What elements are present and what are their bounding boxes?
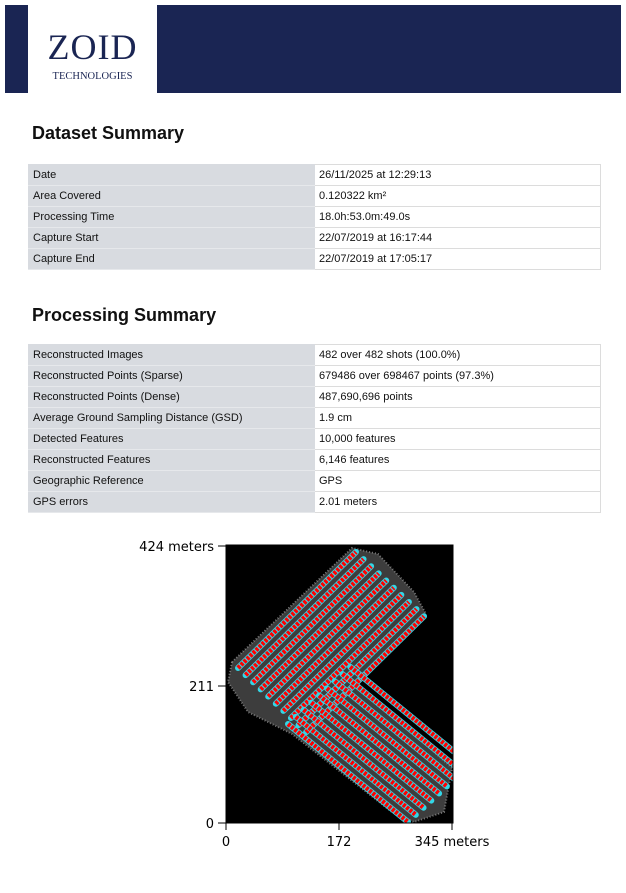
row-label: Area Covered bbox=[29, 186, 315, 207]
table-row bbox=[29, 387, 601, 408]
processing-summary-title: Processing Summary bbox=[32, 305, 217, 325]
row-label: Reconstructed Points (Sparse) bbox=[29, 366, 315, 387]
x-tick-label: 0 bbox=[221, 835, 231, 850]
y-tick-label: 211 bbox=[189, 680, 214, 695]
table-row bbox=[29, 345, 601, 366]
row-value: 22/07/2019 at 16:17:44 bbox=[315, 228, 601, 249]
row-value: 26/11/2025 at 12:29:13 bbox=[315, 165, 601, 186]
row-label: Processing Time bbox=[29, 207, 315, 228]
row-value: 482 over 482 shots (100.0%) bbox=[315, 345, 601, 366]
row-label: Reconstructed Images bbox=[29, 345, 315, 366]
table-row bbox=[29, 249, 601, 270]
row-value: 10,000 features bbox=[315, 429, 601, 450]
row-value: 679486 over 698467 points (97.3%) bbox=[315, 366, 601, 387]
row-value: 0.120322 km² bbox=[315, 186, 601, 207]
processing-summary-table bbox=[28, 344, 601, 513]
table-row bbox=[29, 408, 601, 429]
company-logo bbox=[28, 5, 157, 93]
row-label: Geographic Reference bbox=[29, 471, 315, 492]
row-value: 1.9 cm bbox=[315, 408, 601, 429]
row-label: GPS errors bbox=[29, 492, 315, 513]
table-row bbox=[29, 165, 601, 186]
row-label: Reconstructed Points (Dense) bbox=[29, 387, 315, 408]
x-tick-label: 172 bbox=[326, 835, 352, 850]
y-tick-label: 0 bbox=[205, 817, 214, 832]
table-row bbox=[29, 492, 601, 513]
row-value: 18.0h:53.0m:49.0s bbox=[315, 207, 601, 228]
table-row bbox=[29, 429, 601, 450]
dataset-summary-table bbox=[28, 164, 601, 270]
row-label: Capture Start bbox=[29, 228, 315, 249]
row-value: 22/07/2019 at 17:05:17 bbox=[315, 249, 601, 270]
survey-coverage-plot bbox=[0, 530, 626, 870]
y-tick-label: 424 meters bbox=[139, 540, 214, 555]
row-value: 6,146 features bbox=[315, 450, 601, 471]
dataset-summary-title: Dataset Summary bbox=[32, 123, 185, 143]
row-label: Capture End bbox=[29, 249, 315, 270]
table-row bbox=[29, 228, 601, 249]
row-label: Date bbox=[29, 165, 315, 186]
table-row bbox=[29, 471, 601, 492]
row-value: 2.01 meters bbox=[315, 492, 601, 513]
row-label: Average Ground Sampling Distance (GSD) bbox=[29, 408, 315, 429]
table-row bbox=[29, 450, 601, 471]
x-tick-label: 345 meters bbox=[414, 835, 490, 850]
table-row bbox=[29, 366, 601, 387]
table-row bbox=[29, 186, 601, 207]
logo-subtitle: TECHNOLOGIES bbox=[52, 71, 133, 82]
row-value: 487,690,696 points bbox=[315, 387, 601, 408]
row-value: GPS bbox=[315, 471, 601, 492]
row-label: Reconstructed Features bbox=[29, 450, 315, 471]
logo-wordmark: ZOID bbox=[47, 27, 138, 67]
row-label: Detected Features bbox=[29, 429, 315, 450]
table-row bbox=[29, 207, 601, 228]
